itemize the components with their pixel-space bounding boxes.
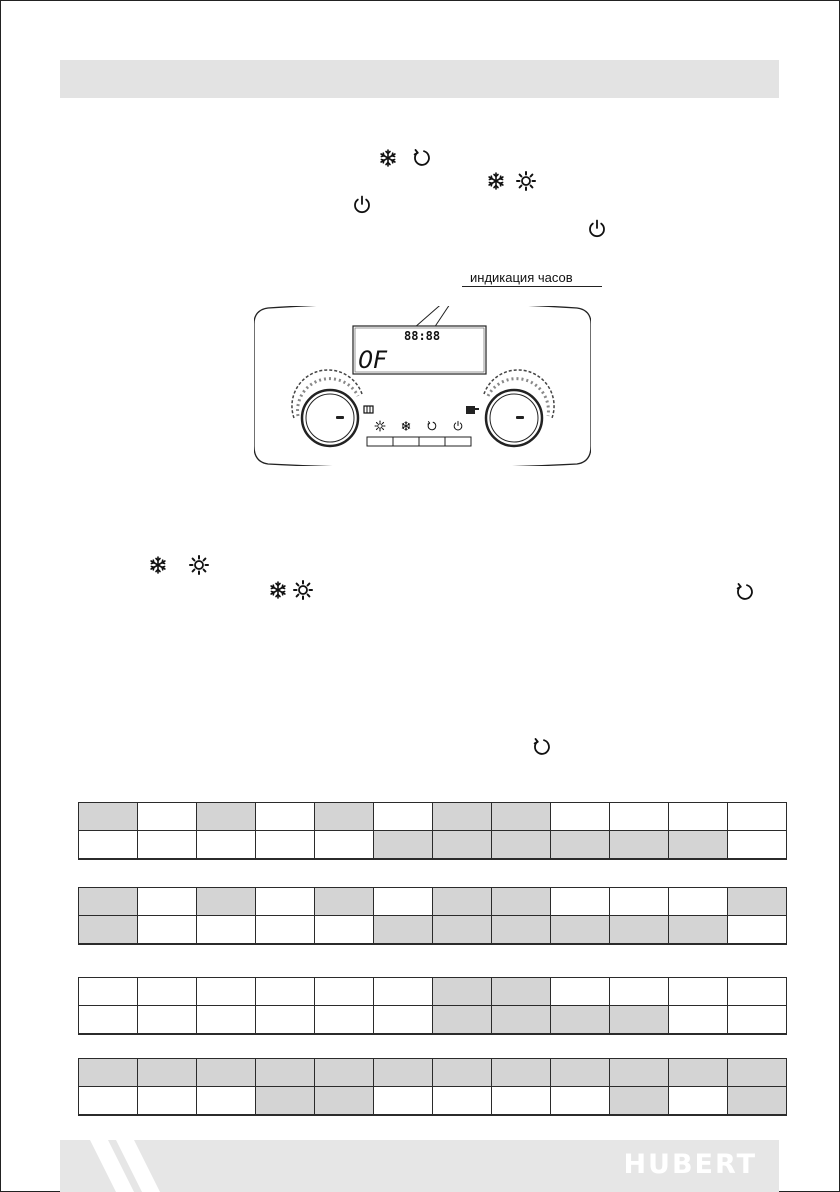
- schedule-cell-inactive: [669, 978, 728, 1006]
- power-icon: [587, 219, 607, 239]
- schedule-row: [79, 1059, 787, 1087]
- schedule-cell-active: [492, 1059, 551, 1087]
- schedule-cell-inactive: [669, 1006, 728, 1035]
- schedule-cell-active: [492, 831, 551, 860]
- schedule-cell-inactive: [728, 916, 787, 945]
- schedule-cell-active: [551, 1059, 610, 1087]
- schedule-cell-active: [669, 1059, 728, 1087]
- schedule-cell-active: [197, 1059, 256, 1087]
- schedule-cell-active: [374, 916, 433, 945]
- schedule-cell-active: [433, 888, 492, 916]
- schedule-cell-inactive: [728, 978, 787, 1006]
- snowflake-icon: [268, 580, 288, 600]
- schedule-cell-inactive: [138, 803, 197, 831]
- schedule-cell-inactive: [138, 916, 197, 945]
- schedule-cell-inactive: [79, 1006, 138, 1035]
- schedule-cell-active: [433, 803, 492, 831]
- schedule-cell-inactive: [374, 1006, 433, 1035]
- schedule-row: [79, 1006, 787, 1035]
- schedule-cell-active: [669, 831, 728, 860]
- schedule-cell-active: [551, 831, 610, 860]
- schedule-cell-inactive: [256, 803, 315, 831]
- sun-icon: [189, 555, 209, 575]
- schedule-cell-active: [79, 888, 138, 916]
- schedule-row: [79, 978, 787, 1006]
- schedule-cell-inactive: [551, 888, 610, 916]
- schedule-cell-active: [610, 916, 669, 945]
- schedule-row: [79, 831, 787, 860]
- schedule-cell-inactive: [610, 803, 669, 831]
- schedule-cell-inactive: [315, 978, 374, 1006]
- schedule-cell-inactive: [256, 1006, 315, 1035]
- schedule-cell-inactive: [79, 831, 138, 860]
- schedule-cell-active: [433, 1006, 492, 1035]
- schedule-cell-active: [374, 831, 433, 860]
- schedule-cell-active: [433, 916, 492, 945]
- schedule-grid-3: [78, 977, 787, 1035]
- sun-icon: [293, 580, 313, 600]
- reset-arrow-icon: [412, 148, 432, 168]
- schedule-cell-inactive: [138, 978, 197, 1006]
- schedule-row: [79, 888, 787, 916]
- schedule-cell-active: [551, 916, 610, 945]
- schedule-cell-inactive: [79, 978, 138, 1006]
- schedule-cell-inactive: [256, 888, 315, 916]
- section-header-bar: [60, 60, 779, 98]
- schedule-row: [79, 916, 787, 945]
- schedule-cell-active: [374, 1059, 433, 1087]
- schedule-cell-active: [492, 888, 551, 916]
- schedule-cell-inactive: [79, 1087, 138, 1116]
- schedule-cell-inactive: [728, 1006, 787, 1035]
- power-button[interactable]: [445, 437, 471, 446]
- schedule-cell-inactive: [197, 1006, 256, 1035]
- schedule-cell-inactive: [374, 803, 433, 831]
- schedule-cell-active: [315, 803, 374, 831]
- schedule-cell-inactive: [256, 831, 315, 860]
- schedule-cell-inactive: [374, 978, 433, 1006]
- schedule-cell-active: [256, 1087, 315, 1116]
- schedule-cell-active: [256, 1059, 315, 1087]
- schedule-row: [79, 803, 787, 831]
- clock-digits: 88:88: [404, 329, 441, 343]
- schedule-cell-active: [79, 916, 138, 945]
- schedule-cell-active: [610, 831, 669, 860]
- schedule-cell-inactive: [669, 803, 728, 831]
- callout-underline: [462, 286, 602, 287]
- schedule-cell-active: [610, 1006, 669, 1035]
- schedule-cell-inactive: [728, 803, 787, 831]
- schedule-cell-inactive: [138, 1087, 197, 1116]
- schedule-cell-active: [197, 803, 256, 831]
- winter-mode-button[interactable]: [393, 437, 419, 446]
- clock-indication-label: индикация часов: [470, 270, 573, 285]
- schedule-cell-inactive: [433, 1087, 492, 1116]
- schedule-cell-inactive: [492, 1087, 551, 1116]
- schedule-grid-1: [78, 802, 787, 860]
- schedule-cell-inactive: [197, 831, 256, 860]
- schedule-cell-inactive: [197, 978, 256, 1006]
- schedule-cell-active: [669, 916, 728, 945]
- schedule-grid-2: [78, 887, 787, 945]
- schedule-cell-active: [492, 916, 551, 945]
- page-footer: [60, 1140, 779, 1192]
- schedule-cell-inactive: [728, 831, 787, 860]
- schedule-cell-active: [138, 1059, 197, 1087]
- schedule-cell-inactive: [197, 1087, 256, 1116]
- schedule-cell-inactive: [551, 803, 610, 831]
- schedule-cell-inactive: [256, 978, 315, 1006]
- schedule-cell-active: [433, 1059, 492, 1087]
- schedule-cell-active: [79, 1059, 138, 1087]
- schedule-cell-active: [433, 831, 492, 860]
- summer-mode-button[interactable]: [367, 437, 393, 446]
- schedule-cell-active: [610, 1087, 669, 1116]
- schedule-cell-active: [79, 803, 138, 831]
- schedule-cell-inactive: [551, 1087, 610, 1116]
- schedule-cell-active: [728, 1059, 787, 1087]
- schedule-cell-active: [315, 1087, 374, 1116]
- brand-logo: HUBERT: [623, 1149, 757, 1180]
- schedule-cell-active: [315, 1059, 374, 1087]
- schedule-cell-inactive: [138, 1006, 197, 1035]
- schedule-cell-inactive: [315, 1006, 374, 1035]
- schedule-cell-active: [551, 1006, 610, 1035]
- schedule-cell-active: [610, 1059, 669, 1087]
- schedule-cell-active: [492, 978, 551, 1006]
- snowflake-icon: [148, 555, 168, 575]
- schedule-cell-inactive: [197, 916, 256, 945]
- power-icon: [352, 195, 372, 215]
- control-panel-diagram: [254, 306, 591, 466]
- schedule-cell-active: [315, 888, 374, 916]
- schedule-grid-4: [78, 1058, 787, 1116]
- schedule-cell-inactive: [669, 1087, 728, 1116]
- schedule-row: [79, 1087, 787, 1116]
- schedule-cell-inactive: [138, 831, 197, 860]
- schedule-cell-inactive: [610, 978, 669, 1006]
- schedule-cell-inactive: [256, 916, 315, 945]
- reset-arrow-icon: [735, 582, 755, 602]
- sun-icon: [516, 171, 536, 191]
- schedule-cell-active: [728, 1087, 787, 1116]
- schedule-cell-inactive: [315, 831, 374, 860]
- reset-button[interactable]: [419, 437, 445, 446]
- schedule-cell-active: [728, 888, 787, 916]
- schedule-cell-active: [197, 888, 256, 916]
- footer-stripe-decoration: [80, 1140, 200, 1192]
- display-status-text: 0F: [358, 346, 388, 374]
- schedule-cell-inactive: [315, 916, 374, 945]
- schedule-cell-inactive: [374, 888, 433, 916]
- snowflake-icon: [378, 148, 398, 168]
- schedule-cell-active: [433, 978, 492, 1006]
- schedule-cell-inactive: [610, 888, 669, 916]
- schedule-cell-inactive: [374, 1087, 433, 1116]
- reset-arrow-icon: [532, 737, 552, 757]
- snowflake-icon: [486, 171, 506, 191]
- schedule-cell-inactive: [551, 978, 610, 1006]
- schedule-cell-inactive: [669, 888, 728, 916]
- schedule-cell-active: [492, 1006, 551, 1035]
- schedule-cell-active: [492, 803, 551, 831]
- schedule-cell-inactive: [138, 888, 197, 916]
